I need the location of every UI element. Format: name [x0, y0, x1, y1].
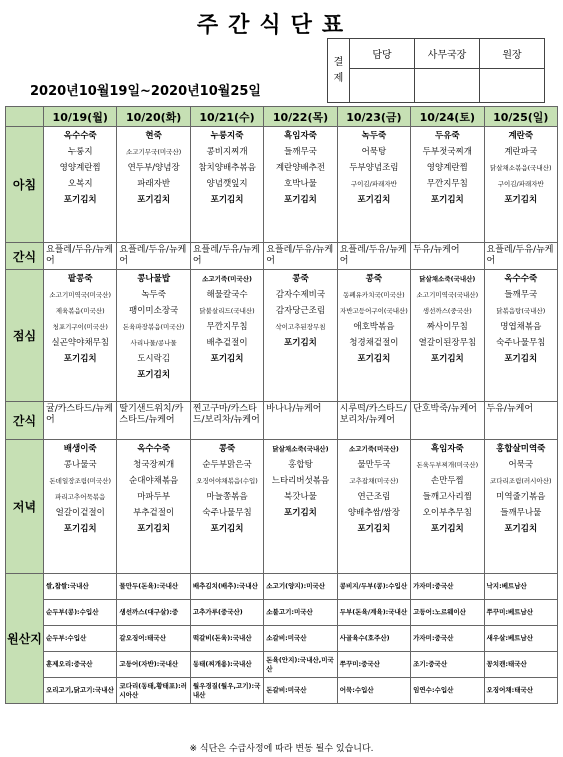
- snack-cell: 딸기샌드위치/카스타드/뉴케어: [117, 402, 190, 440]
- menu-item: 순대야채볶음: [128, 476, 179, 486]
- menu-item: 콩나물밥: [137, 274, 171, 284]
- menu-item: 물만두국: [357, 460, 391, 470]
- menu-item: 어묵탕: [361, 147, 387, 157]
- menu-item: 옥수수죽: [63, 131, 97, 141]
- origin-cell: 월우경질(월우,고기):국내산: [190, 678, 263, 704]
- meal-category-origin: 원산지: [6, 574, 44, 704]
- menu-item: 감자수제비국: [275, 290, 326, 300]
- menu-item: 느타리버섯볶음: [271, 476, 330, 486]
- origin-cell: 새우살:베트남산: [484, 626, 557, 652]
- menu-item: 콩나물국: [63, 460, 97, 470]
- dinner-cell: [411, 440, 484, 574]
- menu-item: 옥수수죽: [137, 444, 171, 454]
- date-header: 10/20(화): [117, 107, 190, 127]
- menu-item: 순두부맑은국: [202, 460, 252, 470]
- menu-item: 코다리조림(러시아산): [489, 477, 552, 485]
- menu-item: 제육볶음(미국산): [55, 307, 105, 315]
- menu-item: 포기김치: [430, 195, 464, 205]
- menu-item: 짜사이무침: [426, 322, 468, 332]
- dinner-cell: [117, 440, 190, 574]
- approval-sign-staff: [350, 69, 415, 103]
- date-header: 10/23(금): [337, 107, 410, 127]
- menu-item: 옥수수죽: [504, 274, 538, 284]
- menu-item: 포기김치: [430, 354, 464, 364]
- menu-item: 호박나물: [284, 179, 317, 189]
- origin-cell: 소불고기:미국산: [264, 600, 337, 626]
- snack-cell: 시루떡/카스타드/보리차/뉴케어: [337, 402, 410, 440]
- menu-item: 소고기죽(미국산): [202, 275, 252, 283]
- origin-cell: 소갈비:미국산: [264, 626, 337, 652]
- menu-item: 얼갈이겉절이: [55, 508, 105, 518]
- menu-item: 돈육두부찌개(미국산): [416, 461, 479, 469]
- menu-item: 파리고추어묵볶음: [55, 493, 106, 501]
- menu-item: 흑임자죽: [284, 131, 317, 141]
- menu-item: 계란파국: [504, 147, 538, 157]
- lunch-cell: [117, 270, 190, 402]
- dinner-cell: [44, 440, 117, 574]
- menu-item: 소고기미역국(미국산): [49, 291, 111, 299]
- menu-item: 고추잡채(미국산): [349, 477, 399, 485]
- snack-cell: 바나나/뉴케어: [264, 402, 337, 440]
- menu-item: 포기김치: [63, 195, 97, 205]
- menu-item: 두유죽: [435, 131, 460, 141]
- menu-item: 도시락김: [137, 354, 171, 364]
- lunch-cell: [190, 270, 263, 402]
- snack-cell: 요플레/두유/뉴케어: [484, 243, 557, 270]
- menu-table: [5, 106, 558, 704]
- lunch-cell: [484, 270, 557, 402]
- menu-item: 녹두죽: [361, 131, 387, 141]
- menu-item: 파래자반: [137, 179, 171, 189]
- origin-cell: 사골육수(호주산): [337, 626, 410, 652]
- meal-category-snack1: 간식: [6, 243, 44, 270]
- date-header: 10/25(일): [484, 107, 557, 127]
- menu-item: 어묵국: [508, 460, 534, 470]
- menu-item: 포기김치: [504, 524, 538, 534]
- menu-item: 구이김/파래자반: [497, 180, 544, 188]
- menu-item: 오이부추무침: [422, 508, 472, 518]
- date-header: 10/19(월): [44, 107, 117, 127]
- menu-item: 영양계란찜: [426, 163, 468, 173]
- date-header: 10/22(목): [264, 107, 337, 127]
- menu-item: 닭볶음탕(국내산): [496, 307, 546, 315]
- menu-item: 청국장찌개: [133, 460, 175, 470]
- menu-item: 팥콩죽: [67, 274, 93, 284]
- menu-item: 삭이고추된장무침: [275, 323, 326, 331]
- snack-cell: 요플레/두유/뉴케어: [264, 243, 337, 270]
- origin-cell: 돈갈비:미국산: [264, 678, 337, 704]
- origin-cell: 갈오징어:태국산: [117, 626, 190, 652]
- menu-item: 무깐지무침: [426, 179, 468, 189]
- origin-row: [6, 652, 558, 678]
- lunch-cell: [411, 270, 484, 402]
- menu-item: 녹두죽: [141, 290, 166, 300]
- lunch-cell: [264, 270, 337, 402]
- menu-item: 사리나물/콩나물: [130, 339, 177, 347]
- origin-row: [6, 574, 558, 600]
- breakfast-cell: [264, 127, 337, 243]
- page-title: 주간식단표: [196, 13, 354, 38]
- menu-item: 감자당근조림: [275, 306, 326, 316]
- meal-category-snack2: 간식: [6, 402, 44, 440]
- menu-item: 계란양배추전: [275, 163, 326, 173]
- snack1-row: [6, 243, 558, 270]
- snack-cell: 요플레/두유/뉴케어: [117, 243, 190, 270]
- origin-cell: 조기:중국산: [411, 652, 484, 678]
- menu-item: 포기김치: [284, 195, 317, 205]
- menu-item: 열갈이된장무침: [418, 338, 477, 348]
- approval-title-director: 원장: [480, 39, 545, 69]
- origin-cell: 쭈꾸미:중국산: [337, 652, 410, 678]
- menu-item: 콩죽: [218, 444, 236, 454]
- lunch-cell: [337, 270, 410, 402]
- menu-item: 생선까스(중국산): [422, 307, 472, 315]
- origin-cell: 꽁치캔:태국산: [484, 652, 557, 678]
- breakfast-row: [6, 127, 558, 243]
- origin-cell: 고등어:노르웨이산: [411, 600, 484, 626]
- menu-item: 명엽채볶음: [500, 322, 542, 332]
- snack-cell: 귤/카스타드/뉴케어: [44, 402, 117, 440]
- origin-cell: 콩비지/두부(콩):수입산: [337, 574, 410, 600]
- breakfast-cell: [190, 127, 263, 243]
- dinner-cell: [264, 440, 337, 574]
- menu-item: 부추겉절이: [133, 508, 175, 518]
- menu-item: 콩죽: [365, 274, 383, 284]
- menu-item: 손만두찜: [430, 476, 464, 486]
- snack-cell: 요플레/두유/뉴케어: [337, 243, 410, 270]
- origin-cell: 임연수:수입산: [411, 678, 484, 704]
- menu-item: 참치양배추볶음: [198, 163, 256, 173]
- origin-cell: 훈제오리:중국산: [44, 652, 117, 678]
- menu-item: 포기김치: [137, 195, 171, 205]
- menu-item: 닭살채소죽(국내산): [272, 445, 329, 453]
- menu-item: 자반고등어구이(국내산): [339, 307, 408, 315]
- menu-item: 양념깻잎지: [206, 179, 248, 189]
- menu-item: 무깐지무침: [206, 322, 248, 332]
- origin-cell: 고추가루(중국산): [190, 600, 263, 626]
- origin-cell: 낙지:베트남산: [484, 574, 557, 600]
- approval-title-secretary: 사무국장: [415, 39, 480, 69]
- origin-cell: 가자미:중국산: [411, 574, 484, 600]
- menu-item: 실곤약야채무침: [51, 338, 109, 348]
- origin-cell: 쌀,찹쌀:국내산: [44, 574, 117, 600]
- menu-item: 계란죽: [508, 131, 534, 141]
- menu-item: 포기김치: [63, 524, 97, 534]
- menu-item: 들깨무나물: [500, 508, 542, 518]
- menu-item: 팽이미소장국: [128, 306, 179, 316]
- menu-item: 영양계란찜: [59, 163, 101, 173]
- origin-cell: 생선까스(대구살):중: [117, 600, 190, 626]
- menu-item: 숙주나물무침: [496, 338, 546, 348]
- menu-item: 소고기죽(미국산): [348, 445, 399, 453]
- approval-title-staff: 담당: [350, 39, 415, 69]
- origin-row: [6, 626, 558, 652]
- menu-item: 콩죽: [292, 274, 309, 284]
- menu-item: 북갓나물: [284, 492, 317, 502]
- menu-item: 포기김치: [430, 524, 464, 534]
- origin-cell: 오징어채:태국산: [484, 678, 557, 704]
- origin-cell: 오리고기,닭고기:국내산: [44, 678, 117, 704]
- date-header: 10/24(토): [411, 107, 484, 127]
- menu-item: 오징어야채볶음(수입): [196, 477, 258, 485]
- meal-category-breakfast: 아침: [6, 127, 44, 243]
- lunch-row: [6, 270, 558, 402]
- menu-item: 누룽지: [67, 147, 93, 157]
- menu-item: 포기김치: [210, 524, 244, 534]
- menu-item: 소고기미역국(국내산): [416, 291, 479, 299]
- menu-item: 돈육파장볶음(미국산): [122, 323, 185, 331]
- origin-cell: 동태(찌개용):국내산: [190, 652, 263, 678]
- origin-cell: 순두부(콩):수입산: [44, 600, 117, 626]
- dinner-cell: [190, 440, 263, 574]
- menu-item: 콩비지찌개: [206, 147, 248, 157]
- snack-cell: 요플레/두유/뉴케어: [190, 243, 263, 270]
- approval-sign-secretary: [415, 69, 480, 103]
- snack2-row: [6, 402, 558, 440]
- origin-cell: 쭈꾸미:베트남산: [484, 600, 557, 626]
- menu-item: 양배추쌈/쌈장: [347, 508, 400, 518]
- date-header: 10/21(수): [190, 107, 263, 127]
- dinner-cell: [484, 440, 557, 574]
- origin-cell: 코다리(동태,황태포):러시아산: [117, 678, 190, 704]
- menu-item: 두부젓국찌개: [422, 147, 472, 157]
- menu-item: 포기김치: [357, 195, 391, 205]
- header-corner: [6, 107, 44, 127]
- origin-row: [6, 600, 558, 626]
- breakfast-cell: [44, 127, 117, 243]
- menu-item: 배추겉절이: [206, 338, 248, 348]
- breakfast-cell: [411, 127, 484, 243]
- menu-item: 닭살채소볶음(국내산): [489, 164, 552, 172]
- dinner-cell: [337, 440, 410, 574]
- menu-item: 포기김치: [284, 508, 317, 518]
- menu-item: 들깨고사리찜: [422, 492, 472, 502]
- menu-item: 포기김치: [284, 338, 317, 348]
- menu-item: 닭살채소죽(국내산): [419, 275, 476, 283]
- menu-item: 미역줄기볶음: [496, 492, 546, 502]
- menu-item: 포기김치: [504, 195, 538, 205]
- origin-cell: 순두부:수입산: [44, 626, 117, 652]
- approval-head: 결 제: [328, 39, 350, 103]
- menu-item: 들깨무국: [504, 290, 538, 300]
- menu-item: 포기김치: [504, 354, 538, 364]
- snack-cell: 요플레/두유/뉴케어: [44, 243, 117, 270]
- origin-cell: 소고기(양지):미국산: [264, 574, 337, 600]
- menu-item: 청경채겉절이: [349, 338, 399, 348]
- menu-item: 두부양념조림: [349, 163, 399, 173]
- origin-cell: 떡갈비(돈육):국내산: [190, 626, 263, 652]
- origin-row: [6, 678, 558, 704]
- origin-cell: 물만두(돈육):국내산: [117, 574, 190, 600]
- origin-cell: 두부(돈육/계육):국내산: [337, 600, 410, 626]
- menu-item: 구이김/파래자반: [350, 180, 397, 188]
- breakfast-cell: [484, 127, 557, 243]
- menu-item: 배생이죽: [63, 444, 97, 454]
- snack-cell: 두유/뉴케어: [484, 402, 557, 440]
- footer-note: ※ 식단은 수급사정에 따라 변동 될수 있습니다.: [189, 744, 374, 754]
- menu-item: 홍합살미역죽: [496, 444, 546, 454]
- snack-cell: 두유/뉴케어: [411, 243, 484, 270]
- menu-item: 들깨무국: [284, 147, 317, 157]
- menu-item: 포기김치: [137, 370, 171, 380]
- breakfast-cell: [337, 127, 410, 243]
- menu-item: 숙주나물무침: [202, 508, 252, 518]
- menu-item: 마늘쫑볶음: [206, 492, 248, 502]
- origin-cell: 가자미:중국산: [411, 626, 484, 652]
- lunch-cell: [44, 270, 117, 402]
- menu-item: 닭불살리드(국내산): [199, 307, 255, 315]
- menu-item: 포기김치: [137, 524, 171, 534]
- menu-item: 청포기구이(미국산): [52, 323, 108, 331]
- approval-box: [327, 38, 545, 103]
- menu-item: 현죽: [145, 131, 162, 141]
- menu-item: 소고기무국(미국산): [125, 148, 182, 156]
- menu-item: 마파두부: [137, 492, 171, 502]
- date-period: 2020년10월19일~2020년10월25일: [30, 84, 261, 99]
- menu-item: 포기김치: [63, 354, 97, 364]
- menu-item: 포기김치: [357, 524, 391, 534]
- menu-item: 해물칼국수: [206, 290, 248, 300]
- menu-item: 연두부/양념장: [127, 163, 180, 173]
- date-header-row: [6, 107, 558, 127]
- snack-cell: 찐고구마/카스타드/보리차/뉴케어: [190, 402, 263, 440]
- meal-category-lunch: 점심: [6, 270, 44, 402]
- breakfast-cell: [117, 127, 190, 243]
- dinner-row: [6, 440, 558, 574]
- menu-item: 포기김치: [210, 354, 244, 364]
- menu-item: 오복지: [67, 179, 93, 189]
- menu-item: 동폐유카치국(미국산): [343, 291, 405, 299]
- origin-cell: 배추김치(배추):국내산: [190, 574, 263, 600]
- menu-item: 포기김치: [357, 354, 391, 364]
- menu-item: 돈데일장조림(미국산): [49, 477, 111, 485]
- approval-sign-director: [480, 69, 545, 103]
- origin-cell: 고등어(자반):국내산: [117, 652, 190, 678]
- menu-item: 연근조림: [357, 492, 391, 502]
- menu-item: 애호박볶음: [353, 322, 395, 332]
- meal-category-dinner: 저녁: [6, 440, 44, 574]
- origin-cell: 돈육(안지):국내산,미국산: [264, 652, 337, 678]
- menu-item: 홍합탕: [288, 460, 313, 470]
- snack-cell: 단호박죽/뉴케어: [411, 402, 484, 440]
- menu-item: 흑임자죽: [430, 444, 464, 454]
- origin-cell: 어묵:수입산: [337, 678, 410, 704]
- menu-item: 포기김치: [210, 195, 244, 205]
- menu-item: 누룽지죽: [210, 131, 244, 141]
